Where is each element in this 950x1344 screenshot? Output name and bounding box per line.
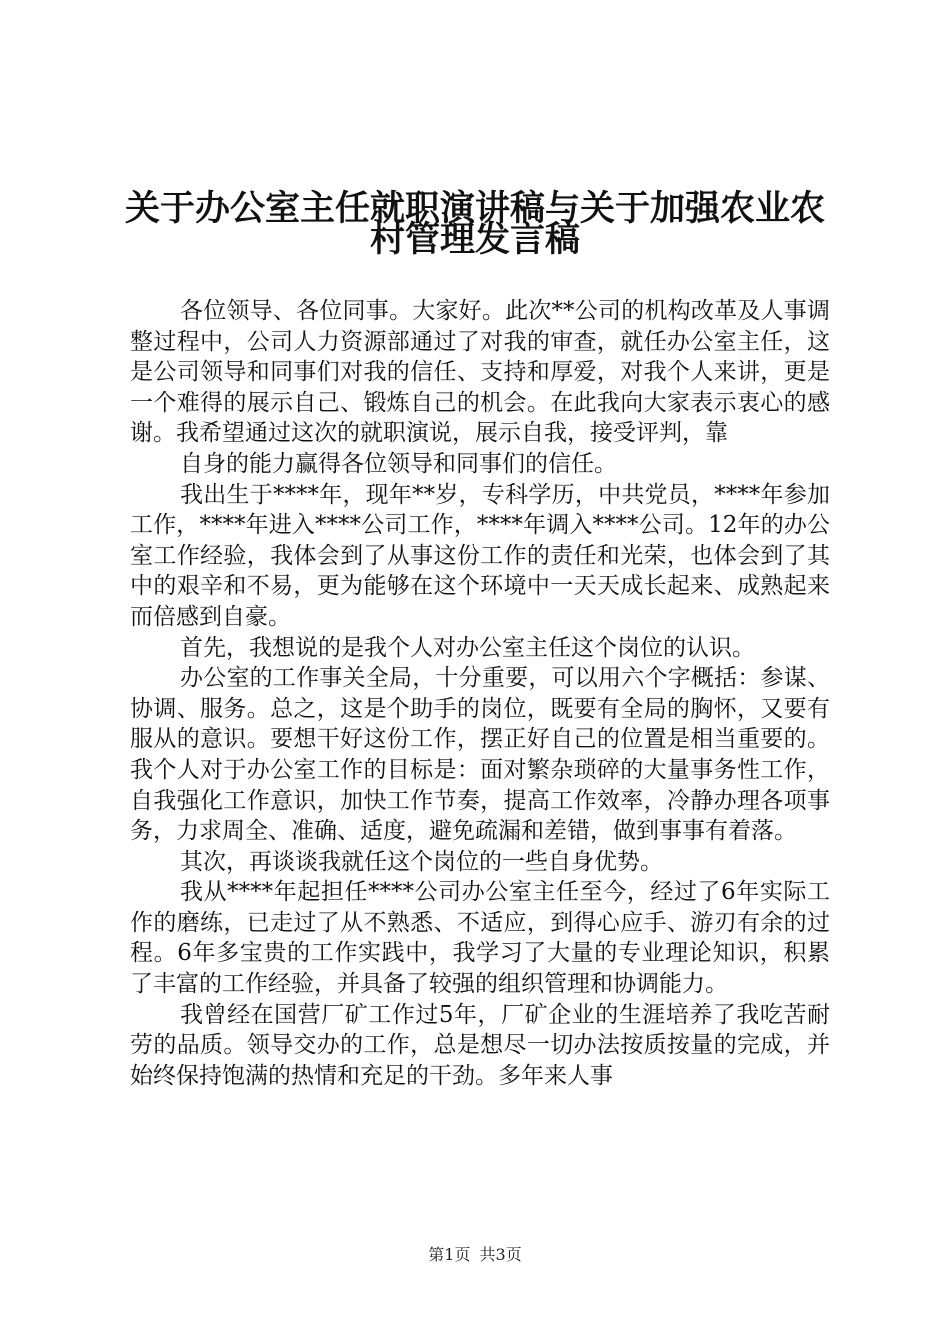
page-total: 共3页: [479, 1245, 522, 1264]
document-title-line-1: 关于办公室主任就职演讲稿与关于加强农业农: [124, 188, 825, 229]
paragraph: 我从****年起担任****公司办公室主任至今，经过了6年实际工作的磨练，已走过了从不熟悉、不适应，到得心应手、游刃有余的过程。6年多宝贵的工作实践中，我学习了大量的专业理论知识，积累了丰富的工作经验，并具备了较强的组织管理和协调能力。: [130, 879, 830, 998]
page-footer: [0, 1245, 950, 1265]
paragraph: 办公室的工作事关全局，十分重要，可以用六个字概括：参谋、协调、服务。总之，这是个助手的岗位，既要有全局的胸怀，又要有服从的意识。要想干好这份工作，摆正好自己的位置是相当重要的。我个人对于办公室工作的目标是：面对繁杂琐碎的大量事务性工作，自我强化工作意识，加快工作节奏，提高工作效率，冷静办理各项事务，力求周全、准确、适度，避免疏漏和差错，做到事事有着落。: [130, 665, 830, 845]
paragraph: 其次，再谈谈我就任这个岗位的一些自身优势。: [180, 848, 663, 875]
paragraph: 自身的能力赢得各位领导和同事们的信任。: [180, 450, 617, 477]
paragraph: 首先，我想说的是我个人对办公室主任这个岗位的认识。: [180, 634, 755, 661]
paragraph: 我曾经在国营厂矿工作过5年，厂矿企业的生涯培养了我吃苦耐劳的品质。领导交办的工作，总是想尽一切办法按质按量的完成，并始终保持饱满的热情和充足的干劲。多年来人事: [130, 1001, 830, 1089]
paragraph: 我出生于****年，现年**岁，专科学历，中共党员，****年参加工作，****年进入****公司工作，****年调入****公司。12年的办公室工作经验，我体会到了从事这份工作的责任和光荣，也体会到了其中的艰辛和不易，更为能够在这个环境中一天天成长起来、成熟起来而倍感到自豪。: [130, 481, 830, 630]
document-body: [130, 296, 830, 1091]
page-number: 第1页: [428, 1245, 471, 1264]
document-title-line-2: 村管理发言稿: [369, 219, 580, 260]
paragraph: 各位领导、各位同事。大家好。此次**公司的机构改革及人事调整过程中，公司人力资源部通过了对我的审查，就任办公室主任，这是公司领导和同事们对我的信任、支持和厚爱，对我个人来讲，更是一个难得的展示自己、锻炼自己的机会。在此我向大家表示衷心的感谢。我希望通过这次的就职演说，展示自我，接受评判，靠: [130, 298, 830, 447]
